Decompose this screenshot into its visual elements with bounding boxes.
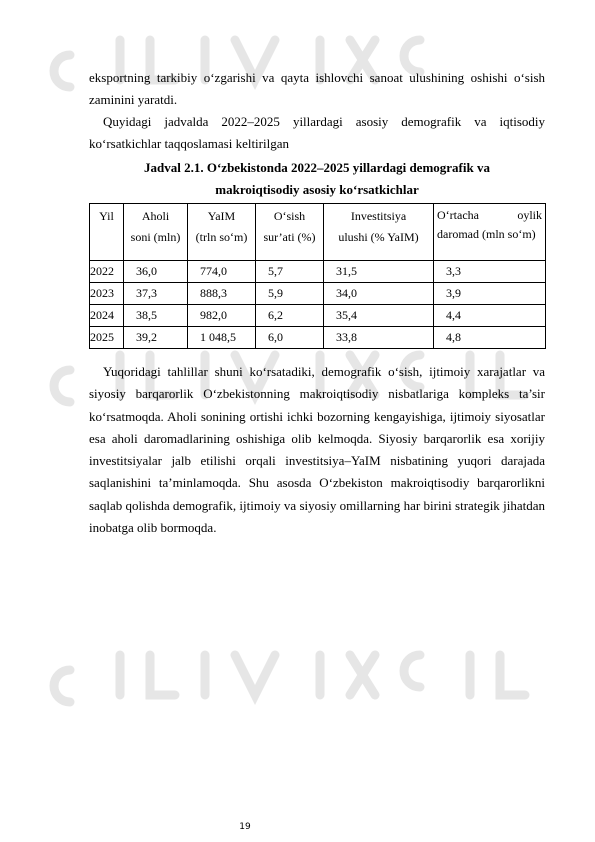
header-year-label: Yil [99,209,114,223]
table-caption [89,157,545,201]
table-body [90,261,546,349]
cell-population: 37,3 [124,283,188,305]
cell-income: 3,3 [434,261,546,283]
page-number: 19 [239,822,251,832]
header-income-label: O‘rtacha oylik daromad (mln so‘m) [437,208,542,241]
cell-growth: 6,0 [256,327,324,349]
cell-year: 2024 [90,305,124,327]
cell-investment: 31,5 [324,261,434,283]
cell-year: 2022 [90,261,124,283]
conclusion-paragraph: Yuqoridagi tahlillar shuni ko‘rsatadiki, demografik o‘sish, ijtimoiy xarajatlar va siyosiy barqarorlik O‘zbekistonning makroiqtisodiy nisbatlariga kompleks ta’sir ko‘rsatmoqda. Aholi sonining ortishi ichki bozorning kengayishiga, ijtimoiy siyosatlar esa aholi daromadlarining oshishiga olib kelmoqda. Siyosiy barqarorlik esa xorijiy investitsiyalar jalb etilishi orqali investitsiya–YaIM nisbatining yuqori darajada saqlanishini ta’minlamoqda. Shu asosda O‘zbekiston makroiqtisodiy barqarorlikni saqlab qolishda demografik, ijtimoiy va siyosiy omillarning har birini strategik jihatdan inobatga olib bormoqda. [89,364,545,536]
cell-gdp: 1 048,5 [188,327,256,349]
table-row [90,283,546,305]
cell-population: 39,2 [124,327,188,349]
header-population-line-1: Aholi [141,209,170,223]
cell-year: 2025 [90,327,124,349]
page-content [89,67,545,539]
cell-gdp: 982,0 [188,305,256,327]
header-gdp-line-2: (trln so‘m) [195,230,248,244]
cell-gdp: 774,0 [188,261,256,283]
table-header-row [90,204,546,261]
table-caption-line-2: makroiqtisodiy asosiy ko‘rsatkichlar [215,182,419,197]
intro-paragraph-1: eksportning tarkibiy o‘zgarishi va qayta ishlovchi sanoat ulushining oshishi o‘sish zaminini yaratdi. [89,70,545,107]
header-population-line-2: soni (mln) [130,230,181,244]
header-investment [324,204,434,261]
intro-paragraph-2: Quyidagi jadvalda 2022–2025 yillardagi asosiy demografik va iqtisodiy ko‘rsatkichlar taqqoslamasi keltirilgan [89,114,545,151]
cell-growth: 6,2 [256,305,324,327]
table-row [90,305,546,327]
cell-growth: 5,9 [256,283,324,305]
indicators-table [89,203,546,349]
header-investment-line-2: ulushi (% YaIM) [338,230,419,244]
header-growth-line-1: O‘sish [273,209,306,223]
table-row [90,261,546,283]
cell-investment: 33,8 [324,327,434,349]
table-row [90,327,546,349]
header-growth-line-2: sur’ati (%) [263,230,316,244]
cell-year: 2023 [90,283,124,305]
table-caption-line-1: Jadval 2.1. O‘zbekistonda 2022–2025 yillardagi demografik va [144,160,490,175]
header-investment-line-1: Investitsiya [350,209,407,223]
cell-gdp: 888,3 [188,283,256,305]
header-year [90,204,124,261]
header-growth [256,204,324,261]
cell-growth: 5,7 [256,261,324,283]
cell-population: 38,5 [124,305,188,327]
cell-income: 4,8 [434,327,546,349]
cell-investment: 35,4 [324,305,434,327]
header-income [434,204,546,261]
cell-investment: 34,0 [324,283,434,305]
header-gdp [188,204,256,261]
header-population [124,204,188,261]
cell-income: 4,4 [434,305,546,327]
cell-income: 3,9 [434,283,546,305]
header-gdp-line-1: YaIM [207,209,236,223]
cell-population: 36,0 [124,261,188,283]
